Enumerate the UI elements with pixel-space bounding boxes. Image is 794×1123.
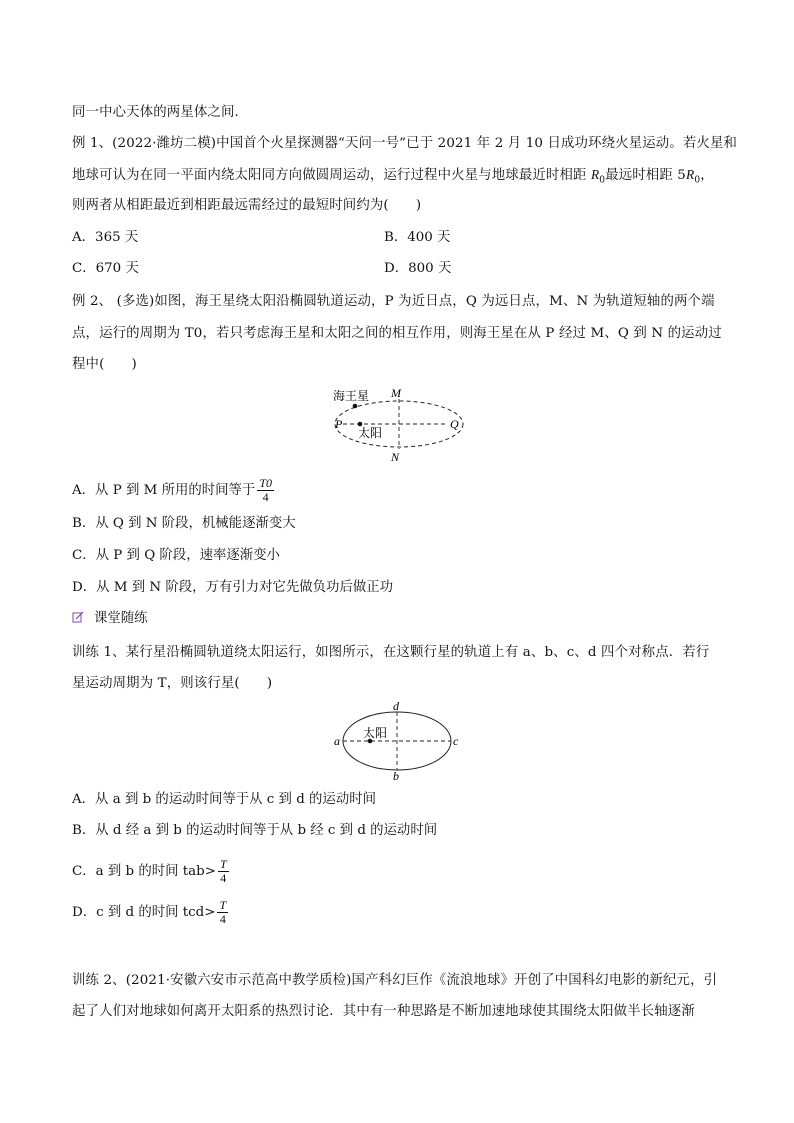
fraction-denominator: 4	[262, 490, 269, 504]
label-d: d	[393, 700, 399, 713]
fraction-t-over-4	[218, 858, 229, 885]
example1-line2-c: ，	[700, 168, 714, 183]
label-n: N	[391, 450, 400, 463]
training1-option-d	[72, 899, 228, 926]
example2-option-b: B．从 Q 到 N 阶段，机械能逐渐变大	[72, 516, 296, 531]
label-a: a	[334, 734, 340, 748]
fraction-numerator: T	[219, 898, 227, 912]
example2-option-d: D．从 M 到 N 阶段，万有引力对它先做负功后做正功	[72, 580, 394, 595]
r-symbol: R	[590, 167, 600, 182]
example2-line2: 点，运行的周期为 T0，若只考虑海王星和太阳之间的相互作用，则海王星在从 P 经过 M、Q 到 N 的运动过	[72, 326, 722, 341]
example1-option-b: B．400 天	[384, 230, 451, 245]
example2-option-a	[72, 477, 274, 504]
training2-line1: 训练 2、(2021·安徽六安市示范高中教学质检)国产科幻巨作《流浪地球》开创了中国科幻电影的新纪元，引	[72, 973, 718, 988]
example1-line1: 例 1、(2022·潍坊二模)中国首个火星探测器“天问一号”已于 2021 年 2 月 10 日成功环绕火星运动。若火星和	[72, 136, 738, 151]
example1-line2	[72, 165, 714, 191]
example1-line3: 则两者从相距最近到相距最远需经过的最短时间约为( )	[72, 198, 422, 213]
training1-line2: 星运动周期为 T，则该行星( )	[72, 676, 273, 691]
neptune-orbit-figure	[325, 383, 475, 463]
example1-option-a: A．365 天	[72, 230, 139, 245]
sun-label: 太阳	[363, 726, 388, 740]
label-q: Q	[450, 417, 459, 431]
training1-option-d-text: D．c 到 d 的时间 tcd>	[72, 905, 216, 920]
label-p: P	[335, 417, 343, 431]
label-b: b	[393, 769, 399, 782]
r-symbol-2: R	[685, 167, 695, 182]
example2-option-c: C．从 P 到 Q 阶段，速率逐渐变小	[72, 548, 280, 563]
planet-orbit-figure	[333, 700, 463, 782]
fraction-t-over-4-d	[217, 899, 228, 926]
fraction-denominator: 4	[220, 871, 227, 885]
fraction-numerator: T	[219, 857, 227, 871]
neptune-dot	[353, 404, 358, 409]
training1-option-b: B．从 d 经 a 到 b 的运动时间等于从 b 经 c 到 d 的运动时间	[72, 823, 438, 838]
intro-line: 同一中心天体的两星体之间．	[72, 105, 249, 120]
r-subscript: 0	[599, 175, 606, 186]
training1-option-c	[72, 858, 229, 885]
example1-option-d: D．800 天	[384, 261, 452, 276]
example1-line2-b: 最远时相距 5	[605, 168, 686, 183]
edit-icon	[72, 611, 84, 623]
example1-line2-a: 地球可认为在同一平面内绕太阳同方向做圆周运动，运行过程中火星与地球最近时相距	[72, 168, 591, 183]
fraction-denominator: 4	[219, 912, 226, 926]
neptune-label: 海王星	[333, 389, 370, 403]
sun-label: 太阳	[358, 426, 383, 440]
example2-line3: 程中( )	[72, 357, 137, 372]
training1-option-a: A．从 a 到 b 的运动时间等于从 c 到 d 的运动时间	[72, 792, 376, 807]
example2-line1: 例 2、 (多选)如图，海王星绕太阳沿椭圆轨道运动，P 为近日点，Q 为远日点，M、N 为轨道短轴的两个端	[72, 294, 715, 309]
section-heading	[72, 609, 148, 629]
example2-option-a-text: A．从 P 到 M 所用的时间等于	[72, 483, 256, 498]
r-subscript-2: 0	[694, 175, 701, 186]
training2-line2: 起了人们对地球如何离开太阳系的热烈讨论．其中有一种思路是不断加速地球使其围绕太阳做半长轴逐渐	[72, 1004, 695, 1019]
section-title-text: 课堂随练	[94, 611, 148, 626]
fraction-numerator: T0	[259, 476, 273, 490]
label-m: M	[391, 386, 401, 400]
example1-option-c: C．670 天	[72, 261, 139, 276]
training1-option-c-text: C．a 到 b 的时间 tab>	[72, 864, 216, 879]
label-c: c	[453, 734, 459, 748]
training1-line1: 训练 1、某行星沿椭圆轨道绕太阳运行，如图所示，在这颗行星的轨道上有 a、b、c、d 四个对称点．若行	[72, 645, 710, 660]
fraction-t0-over-4	[257, 477, 274, 504]
